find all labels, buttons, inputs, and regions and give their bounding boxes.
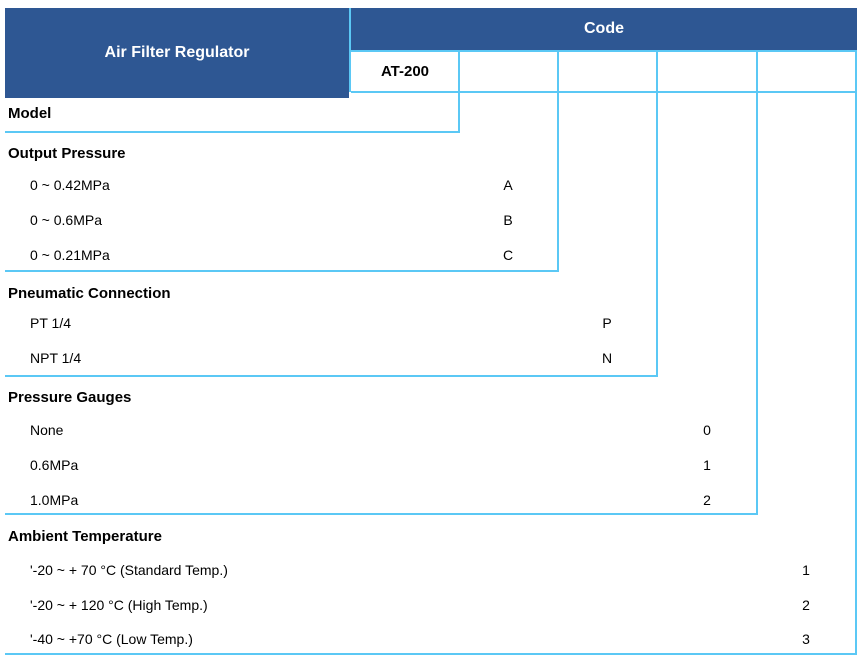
product-title-box [5, 8, 349, 98]
option-code: 1 [703, 457, 711, 473]
output-pressure-underline [5, 270, 559, 272]
section-title-ambient-temperature: Ambient Temperature [8, 528, 162, 545]
option-code: N [601, 350, 613, 366]
model-code-cell: AT-200 [380, 63, 430, 80]
option-label: 0 ~ 0.42MPa [30, 177, 110, 193]
option-label: 0.6MPa [30, 457, 79, 473]
option-label: 1.0MPa [30, 492, 79, 508]
option-label: PT 1/4 [30, 315, 71, 331]
divider-title-code [349, 8, 351, 92]
model-underline [5, 131, 460, 133]
section-title-pneumatic-connection: Pneumatic Connection [8, 285, 171, 302]
option-code: A [503, 177, 513, 193]
connector-pneumatic [656, 50, 658, 377]
code-header-label: Code [584, 20, 624, 37]
option-code: B [503, 212, 513, 228]
option-label: '-40 ~ +70 °C (Low Temp.) [30, 631, 193, 647]
section-title-pressure-gauges: Pressure Gauges [8, 389, 132, 406]
option-label: None [30, 422, 64, 438]
option-label: '-20 ~ + 120 °C (High Temp.) [30, 597, 208, 613]
product-title: Air Filter Regulator [104, 44, 250, 61]
ambient-underline [5, 653, 857, 655]
option-code: 1 [802, 562, 810, 578]
connector-ambient [855, 50, 857, 655]
option-label: 0 ~ 0.21MPa [30, 247, 110, 263]
pneumatic-underline [5, 375, 658, 377]
option-code: P [602, 315, 612, 331]
option-code: 0 [703, 422, 711, 438]
code-row-top-line [351, 50, 857, 52]
option-code: 2 [802, 597, 810, 613]
gauges-underline [5, 513, 758, 515]
option-label: NPT 1/4 [30, 350, 82, 366]
option-code: 2 [703, 492, 711, 508]
option-label: 0 ~ 0.6MPa [30, 212, 102, 228]
section-title-output-pressure: Output Pressure [8, 145, 126, 162]
option-label: '-20 ~ + 70 °C (Standard Temp.) [30, 562, 228, 578]
connector-gauges [756, 50, 758, 515]
option-code: C [502, 247, 514, 263]
connector-output-pressure [557, 50, 559, 272]
code-column-header [351, 8, 857, 50]
connector-model [458, 50, 460, 133]
option-code: 3 [802, 631, 810, 647]
code-row-bottom-line [351, 91, 857, 93]
section-title-model: Model [8, 105, 52, 122]
